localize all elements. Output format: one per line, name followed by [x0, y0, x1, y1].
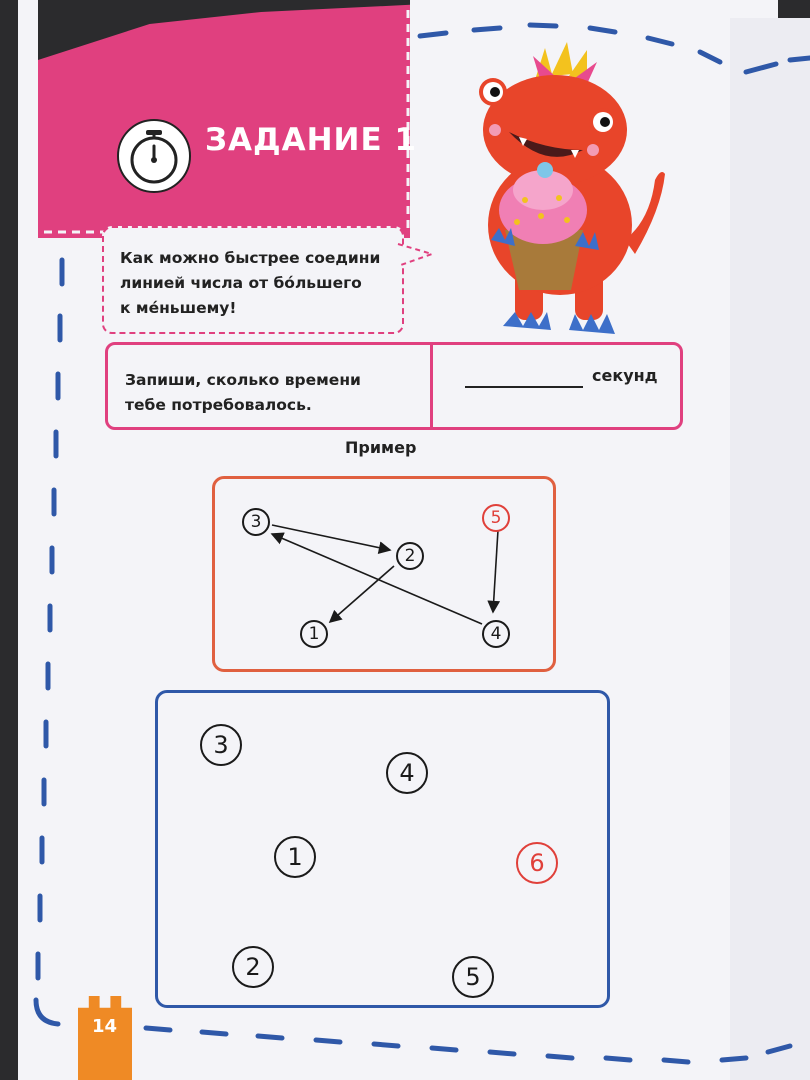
example-number-5: 5 [482, 504, 510, 532]
task-number-3[interactable]: 3 [200, 724, 242, 766]
task-number-4[interactable]: 4 [386, 752, 428, 794]
example-number-1: 1 [300, 620, 328, 648]
instruction-line-2: линией числа от бóльшего [120, 274, 362, 292]
arrow-5-to-4 [493, 530, 498, 612]
arrow-2-to-1 [330, 566, 394, 622]
arrow-3-to-2 [272, 525, 390, 550]
instruction-line-1: Как можно быстрее соедини [120, 249, 381, 267]
seconds-label: секунд [592, 366, 658, 385]
task-number-2[interactable]: 2 [232, 946, 274, 988]
task-number-5[interactable]: 5 [452, 956, 494, 998]
time-prompt-line-1: Запиши, сколько времени [125, 371, 361, 389]
instruction-line-3: к мéньшему! [120, 299, 237, 317]
page-number: 14 [92, 1016, 118, 1037]
example-number-2: 2 [396, 542, 424, 570]
example-label: Пример [345, 438, 417, 457]
page-number-tab [78, 996, 132, 1080]
example-number-3: 3 [242, 508, 270, 536]
task-number-1[interactable]: 1 [274, 836, 316, 878]
example-number-4: 4 [482, 620, 510, 648]
time-prompt-line-2: тебе потребовалось. [125, 396, 312, 414]
task-number-6[interactable]: 6 [516, 842, 558, 884]
task-title: ЗАДАНИЕ 1 [205, 122, 418, 158]
